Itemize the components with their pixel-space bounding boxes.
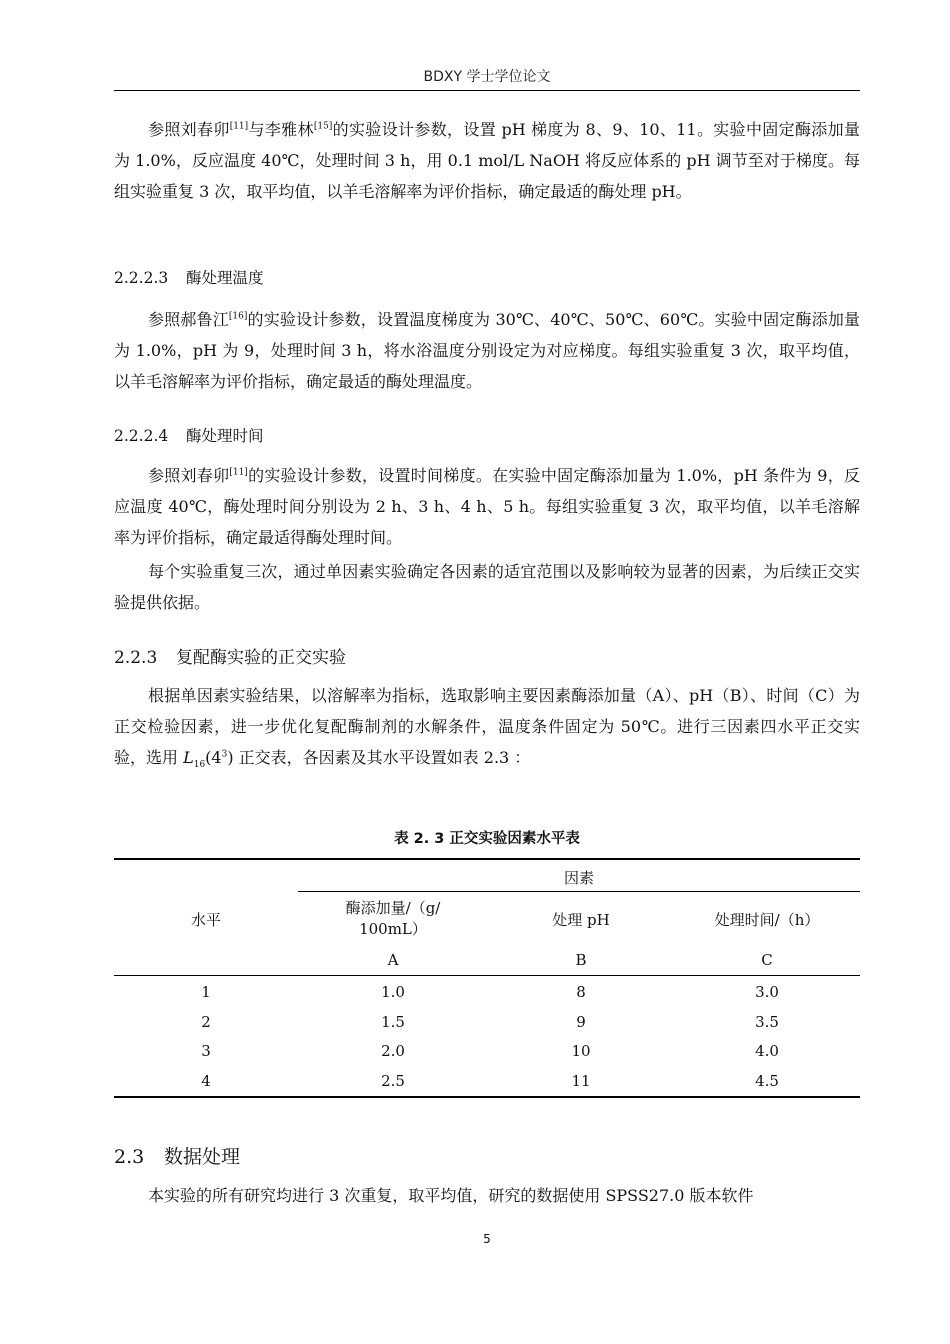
paragraph-data-processing: 本实验的所有研究均进行 3 次重复，取平均值，研究的数据使用 SPSS27.0 版本软件 — [148, 1186, 754, 1205]
citation: [11] — [229, 121, 249, 132]
text-run: 根据单因素实验结果，以溶解率为指标，选取影响主要因素酶添加量（A）、pH（B）、时间（C）为正交检验因素，进一步优化复配酶制剂的水解条件，温度条件固定为 50℃。进行三因素四水平正交实验，选用 — [114, 686, 860, 767]
table-caption: 表 2. 3 正交实验因素水平表 — [394, 831, 580, 847]
table-cell: 4.5 — [755, 1072, 779, 1090]
table-cell: 2.5 — [381, 1072, 405, 1090]
section-number: 2.2.2.4 — [114, 427, 169, 445]
citation: [11] — [229, 467, 248, 478]
table-group-header: 因素 — [563, 869, 594, 887]
section-heading-23 — [114, 1142, 240, 1169]
paragraph-ph-gradient — [114, 114, 860, 207]
formula-symbol: L — [183, 748, 194, 767]
table-cell: 10 — [571, 1042, 591, 1060]
formula-exponent: 3 — [221, 749, 228, 760]
section-heading-223 — [114, 643, 346, 668]
page-header: BDXY 学士学位论文 — [423, 69, 551, 85]
text-run: 的实验设计参数，设置 pH 梯度为 8、9、10、11。实验中固定酶添加量为 1.0%，反应温度 40℃，处理时间 3 h，用 0.1 mol/L NaOH 将反应体系的 pH 调节至对于梯度。每组实验重复 3 次，取平均值，以羊毛溶解率为评价指标，确定最适的酶处理 pH。 — [114, 120, 860, 201]
table-bottom-rule — [114, 1096, 860, 1098]
table-cell: 3.5 — [755, 1013, 779, 1031]
page-number: 5 — [483, 1232, 491, 1246]
section-title: 酶处理时间 — [186, 427, 264, 445]
table-header-rule — [114, 975, 860, 976]
table-col-time: 处理时间/（h） — [714, 911, 820, 929]
table-col-ph: 处理 pH — [552, 911, 610, 929]
table-code-c: C — [761, 951, 773, 969]
text-run: 正交表，各因素及其水平设置如表 2.3 ： — [233, 748, 531, 767]
text-run: 参照郝鲁江 — [148, 310, 229, 329]
table-top-rule — [114, 858, 860, 860]
text-run: 参照刘春卯 — [148, 120, 230, 139]
table-code-b: B — [575, 951, 587, 969]
text-run: 与李雅林 — [248, 120, 314, 139]
table-cell: 8 — [576, 983, 586, 1001]
formula-subscript: 16 — [193, 760, 206, 771]
table-group-rule — [298, 891, 860, 892]
section-title: 数据处理 — [164, 1146, 241, 1168]
table-cell: 3.0 — [755, 983, 779, 1001]
paragraph-time — [114, 460, 860, 553]
table-level-header: 水平 — [190, 911, 221, 929]
text-run: 的实验设计参数，设置温度梯度为 30℃、40℃、50℃、60℃。实验中固定酶添加量为 1.0%，pH 为 9，处理时间 3 h，将水浴温度分别设定为对应梯度。每组实验重复 3 次，取平均值，以羊毛溶解率为评价指标，确定最适的酶处理温度。 — [114, 310, 860, 391]
section-title: 复配酶实验的正交实验 — [176, 648, 346, 668]
orthogonal-table-formula: $L_{16}(4^3)$ — [183, 748, 234, 771]
table-cell: 3 — [201, 1042, 211, 1060]
table-cell: 11 — [571, 1072, 591, 1090]
table-cell: 9 — [576, 1013, 586, 1031]
table-cell: 4.0 — [755, 1042, 779, 1060]
section-number: 2.3 — [114, 1146, 145, 1168]
table-cell: 4 — [201, 1072, 211, 1090]
table-code-a: A — [387, 951, 399, 969]
section-title: 酶处理温度 — [186, 269, 264, 287]
text-run: 参照刘春卯 — [148, 466, 230, 485]
table-cell: 2.0 — [381, 1042, 405, 1060]
section-heading-2223 — [114, 266, 264, 288]
text-run: 的实验设计参数，设置时间梯度。在实验中固定酶添加量为 1.0%，pH 条件为 9，反应温度 40℃，酶处理时间分别设为 2 h、3 h、4 h、5 h。每组实验重复 3 次，取平均值，以羊毛溶解率为评价指标，确定最适得酶处理时间。 — [114, 466, 860, 547]
table-cell: 1 — [201, 983, 211, 1001]
paragraph-orthogonal — [114, 680, 860, 781]
table-cell: 1.0 — [381, 983, 405, 1001]
header-rule — [114, 90, 860, 91]
citation: [15] — [313, 121, 333, 132]
citation: [16] — [228, 311, 248, 322]
section-heading-2224 — [114, 424, 264, 446]
formula-base: 4 — [211, 748, 222, 767]
paragraph-temperature — [114, 304, 860, 397]
section-number: 2.2.3 — [114, 648, 158, 668]
table-col-dosage: 酶添加量/（g/ 100mL） — [345, 899, 441, 938]
table-cell: 2 — [201, 1013, 211, 1031]
table-cell: 1.5 — [381, 1013, 405, 1031]
paragraph-repeat: 每个实验重复三次，通过单因素实验确定各因素的适宜范围以及影响较为显著的因素，为后续正交实验提供依据。 — [114, 562, 860, 612]
section-number: 2.2.2.3 — [114, 269, 169, 287]
